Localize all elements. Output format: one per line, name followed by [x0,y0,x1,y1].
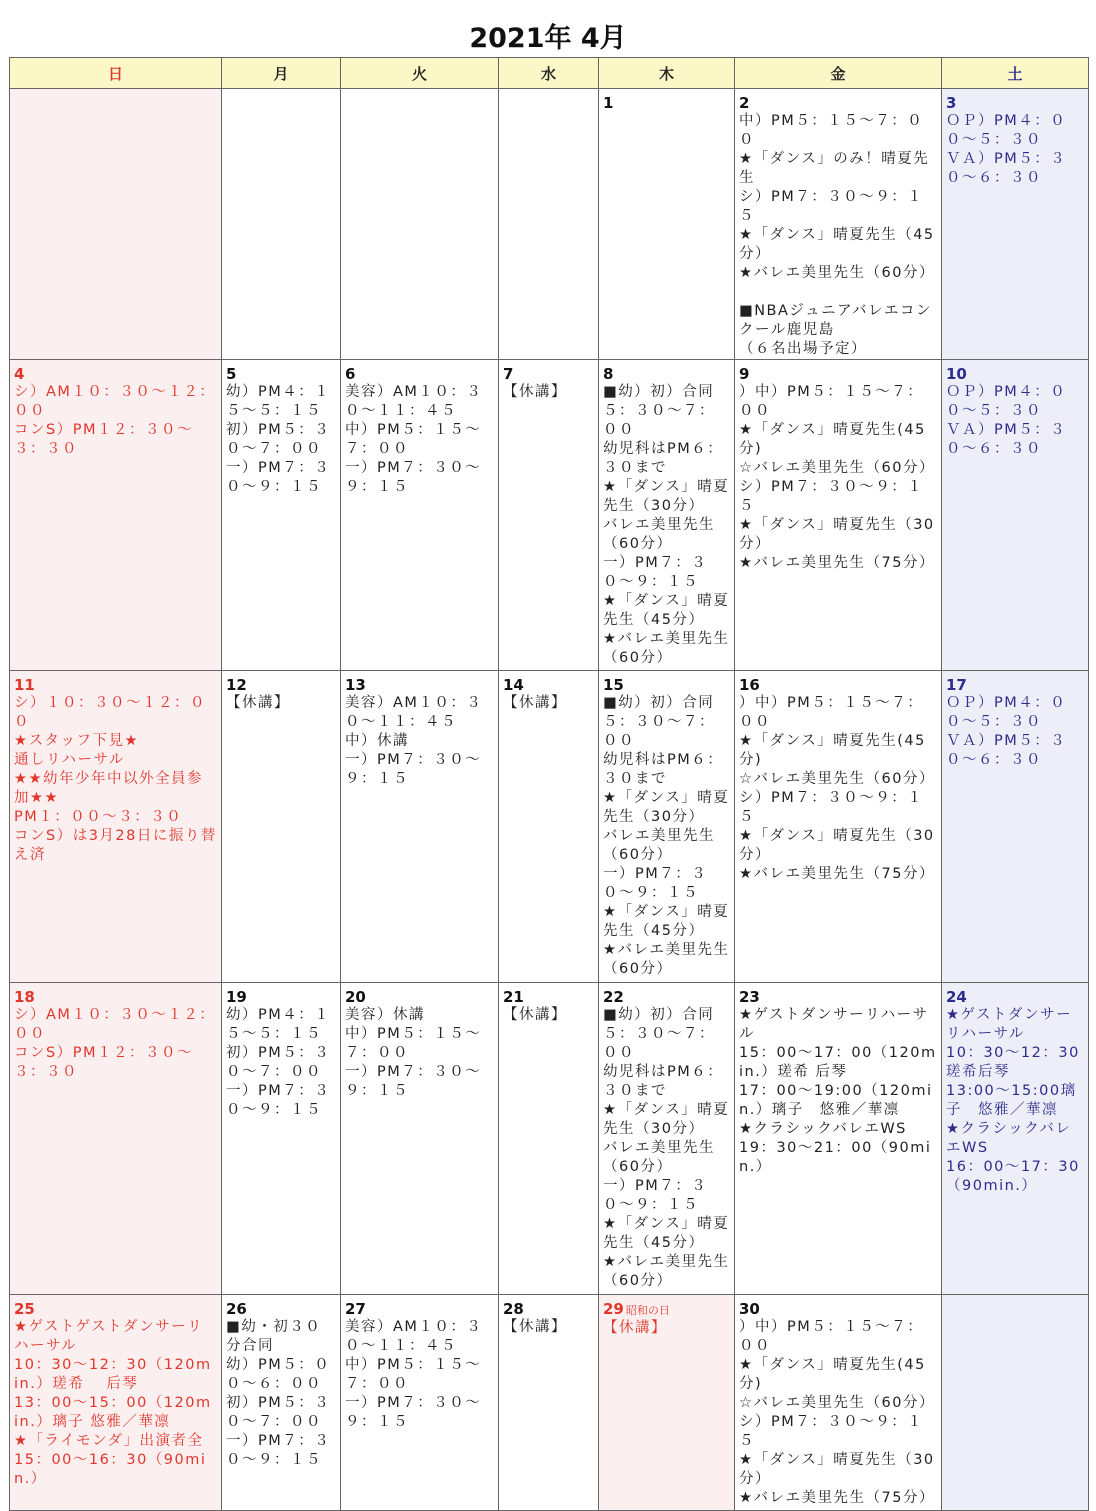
weekday-header-row [10,58,1089,89]
day-number: 6 [345,365,356,383]
day-number: 21 [503,988,524,1006]
day-cell [499,983,599,1295]
week-row [10,89,1089,360]
day-schedule: ■幼）初）合同５：３０〜７：００ 幼児科はPM６：３０まで ★「ダンス」晴夏先生（30分） バレエ美里先生（60分） 一）PM７：３０〜９：１５ ★「ダンス」晴夏先生（45分） ★バレエ美里先生（60分） [603,695,730,977]
day-schedule: 美容）AM１０：３０〜１１：４５ 中）休講 一）PM７：３０〜９：１５ [345,695,483,787]
day-number: 19 [226,988,247,1006]
day-number: 22 [603,988,624,1006]
day-schedule: シ）AM１０：３０〜１２：００ コンS）PM１２：３０〜３：３０ [14,1007,216,1080]
day-number: 23 [739,988,760,1006]
weekday-tue: 火 [341,58,499,89]
day-number: 5 [226,365,237,383]
day-number: 18 [14,988,35,1006]
day-cell-empty [10,89,222,360]
day-cell [341,983,499,1295]
day-cell [735,360,942,671]
day-number: 10 [946,365,967,383]
day-cell [222,671,341,983]
day-cell [599,983,735,1295]
day-schedule: ）中）PM５：１５〜７：００ ★「ダンス」晴夏先生(45分) ☆バレエ美里先生（60分） シ）PM７：３０〜９：１５ ★「ダンス」晴夏先生（30分） ★バレエ美里先生（75分） [739,1319,935,1506]
day-schedule: 幼）PM４：１５〜５：１５ 初）PM５：３０〜７：００ 一）PM７：３０〜９：１５ [226,1007,331,1118]
day-number: 27 [345,1300,366,1318]
day-schedule: 【休講】 [226,695,290,711]
day-number: 17 [946,676,967,694]
day-cell [341,671,499,983]
day-number: 9 [739,365,750,383]
day-cell [499,1295,599,1511]
day-cell [735,1295,942,1511]
day-number: 2 [739,94,750,112]
day-number: 14 [503,676,524,694]
week-row [10,1295,1089,1511]
day-cell [942,360,1089,671]
holiday-name: 昭和の日 [625,1304,670,1317]
day-cell-empty [222,89,341,360]
weekday-wed: 水 [499,58,599,89]
day-cell [942,671,1089,983]
day-number: 24 [946,988,967,1006]
day-number: 12 [226,676,247,694]
week-row [10,671,1089,983]
day-cell [499,671,599,983]
day-cell [10,671,222,983]
day-schedule: 【休講】 [503,384,567,400]
week-row [10,983,1089,1295]
day-cell [599,360,735,671]
day-number-value: 29 [603,1300,624,1318]
calendar-title: 2021年 4月 [469,23,627,54]
day-cell-empty [942,1295,1089,1511]
day-schedule: ■幼）初）合同５：３０〜７：００ 幼児科はPM６：３０まで ★「ダンス」晴夏先生（30分） バレエ美里先生（60分） 一）PM７：３０〜９：１５ ★「ダンス」晴夏先生（45分） ★バレエ美里先生（60分） [603,384,730,666]
day-cell [222,983,341,1295]
day-schedule: ■幼）初）合同５：３０〜７：００ 幼児科はPM６：３０まで ★「ダンス」晴夏先生（30分） バレエ美里先生（60分） 一）PM７：３０〜９：１５ ★「ダンス」晴夏先生（45分） ★バレエ美里先生（60分） [603,1007,730,1289]
day-number: 7 [503,365,514,383]
day-number: 11 [14,676,35,694]
day-number: 25 [14,1300,35,1318]
day-schedule: ）中）PM５：１５〜７：００ ★「ダンス」晴夏先生(45分) ☆バレエ美里先生（60分） シ）PM７：３０〜９：１５ ★「ダンス」晴夏先生（30分） ★バレエ美里先生（75分） [739,695,935,882]
day-schedule: シ）AM１０：３０〜１２：００ コンS）PM１２：３０〜３：３０ [14,384,216,457]
day-cell [10,360,222,671]
weekday-thu: 木 [599,58,735,89]
day-schedule: 美容）AM１０：３０〜１１：４５ 中）PM５：１５〜７：００ 一）PM７：３０〜９：１５ [345,1319,483,1430]
day-cell [599,89,735,360]
day-schedule: ＯＰ）PM４：００〜５：３０ ＶＡ）PM５：３０〜６：３０ [946,695,1067,768]
day-cell [499,360,599,671]
day-schedule: ■幼・初３０分合同 幼）PM５：００〜６：００ 初）PM５：３０〜７：００ 一）PM７：３０〜９：１５ [226,1319,331,1468]
day-cell [222,360,341,671]
day-schedule: ＯＰ）PM４：００〜５：３０ ＶＡ）PM５：３０〜６：３０ [946,113,1067,186]
day-cell-empty [341,89,499,360]
day-number [603,1301,730,1319]
day-cell [735,89,942,360]
day-schedule: 美容）休講 中）PM５：１５〜７：００ 一）PM７：３０〜９：１５ [345,1007,482,1099]
day-number: 8 [603,365,614,383]
day-cell-empty [499,89,599,360]
day-cell [10,983,222,1295]
day-number: 20 [345,988,366,1006]
day-number: 3 [946,94,957,112]
day-schedule: ★ゲストゲストダンサーリハーサル 10：30〜12：30（120min.）瑳希 后琴 13：00〜15：00（120min.）璃子 悠雅／華凛 ★「ライモンダ」出演者全 15：00〜16：30（90min.） [14,1319,212,1487]
day-cell-holiday [599,1295,735,1511]
day-schedule: 幼）PM４：１５〜５：１５ 初）PM５：３０〜７：００ 一）PM７：３０〜９：１５ [226,384,331,495]
weekday-mon: 月 [222,58,341,89]
day-schedule: 【休講】 [503,695,567,711]
day-schedule: 【休講】 [503,1007,567,1023]
day-number: 28 [503,1300,524,1318]
weekday-sat: 土 [942,58,1089,89]
day-schedule: 【休講】 [603,1320,667,1336]
day-cell [222,1295,341,1511]
day-cell [942,983,1089,1295]
day-schedule: ＯＰ）PM４：００〜５：３０ ＶＡ）PM５：３０〜６：３０ [946,384,1067,457]
day-cell [735,983,942,1295]
weekday-fri: 金 [735,58,942,89]
day-cell [341,360,499,671]
day-cell [735,671,942,983]
day-number: 16 [739,676,760,694]
day-schedule: シ）１０：３０〜１２：００ ★スタッフ下見★ 通しリハーサル ★★幼年少年中以外全員参加★★ PM１：００〜３：３０ コンS）は3月28日に振り替え済 [14,695,217,863]
day-number: 30 [739,1300,760,1318]
day-number: 1 [603,94,614,112]
day-number: 13 [345,676,366,694]
day-schedule: 中）PM５：１５〜７：００ ★「ダンス」のみ！晴夏先生 シ）PM７：３０〜９：１５ ★「ダンス」晴夏先生（45分） ★バレエ美里先生（60分） ■NBAジュニアバレエコンクール鹿児島 （６名出場予定） [739,113,935,357]
day-number: 26 [226,1300,247,1318]
month-calendar [9,57,1089,1511]
day-schedule: 【休講】 [503,1319,567,1335]
day-cell [942,89,1089,360]
day-schedule: ★ゲストダンサーリハーサル 10：30〜12：30 瑳希后琴 13:00〜15:00璃子 悠雅／華凛 ★クラシックバレエWS 16：00〜17：30（90min.） [946,1007,1080,1194]
day-number: 4 [14,365,25,383]
day-schedule: ）中）PM５：１５〜７：００ ★「ダンス」晴夏先生(45分) ☆バレエ美里先生（60分） シ）PM７：３０〜９：１５ ★「ダンス」晴夏先生（30分） ★バレエ美里先生（75分） [739,384,935,571]
weekday-sun: 日 [10,58,222,89]
day-schedule: ★ゲストダンサーリハーサル 15：00〜17：00（120min.）瑳希 后琴 17：00〜19:00（120min.）璃子 悠雅／華凛 ★クラシックバレエWS 19：30〜21：00（90min.） [739,1007,937,1175]
week-row [10,360,1089,671]
day-schedule: 美容）AM１０：３０〜１１：４５ 中）PM５：１５〜７：００ 一）PM７：３０〜９：１５ [345,384,483,495]
day-cell [341,1295,499,1511]
day-cell [599,671,735,983]
day-cell [10,1295,222,1511]
day-number: 15 [603,676,624,694]
